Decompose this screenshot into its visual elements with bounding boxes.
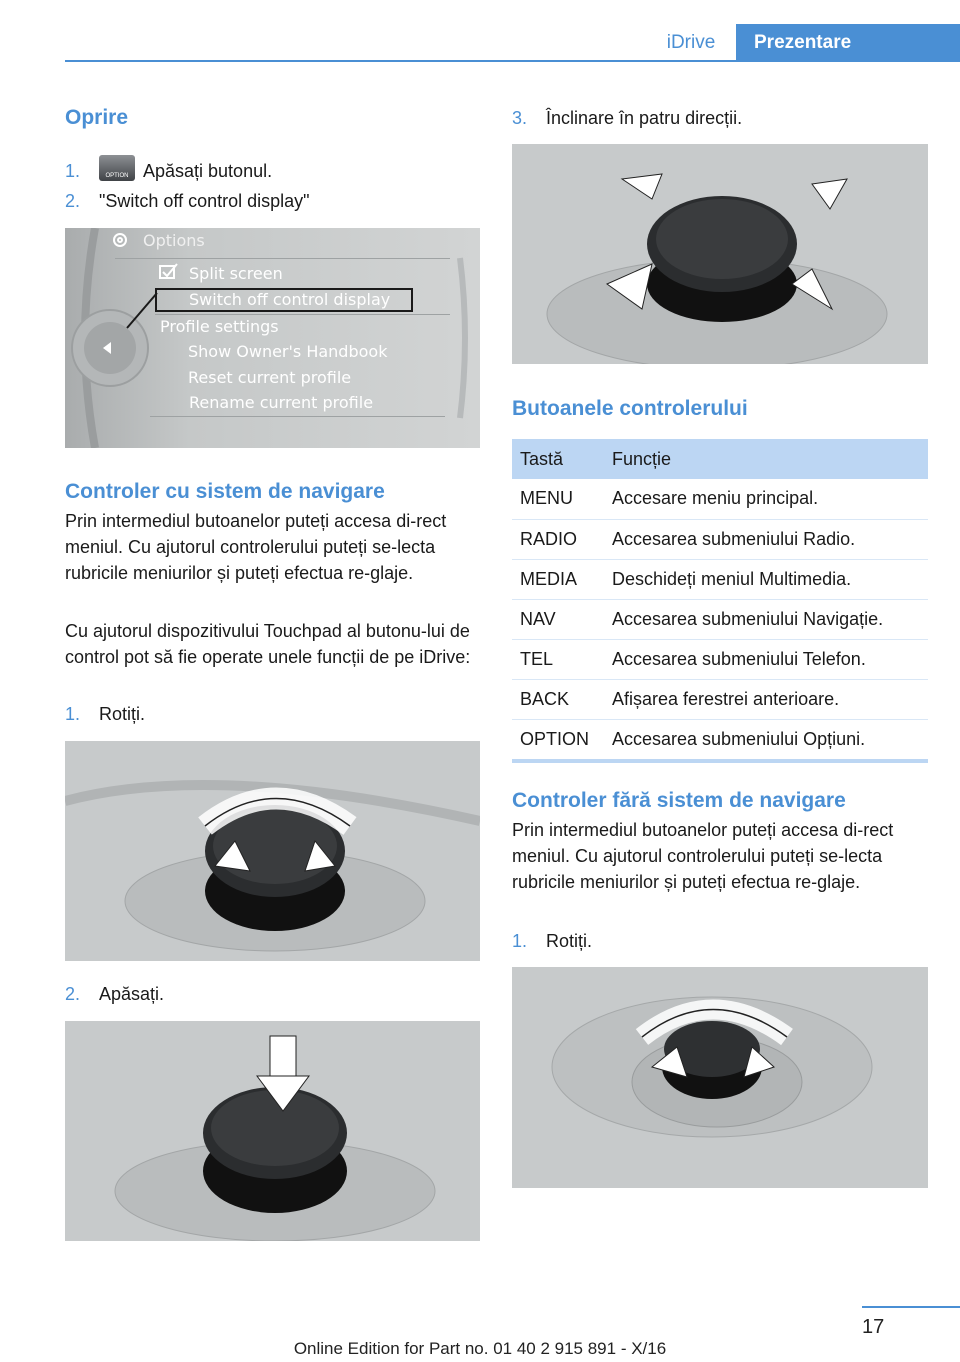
option-button-icon — [99, 155, 135, 181]
paragraph-controller-no-nav: Prin intermediul butoanelor puteți accesa di-rect meniul. Cu ajutorul controlerului puteți se-lecta rubricile meniurilor și puteți efectua re-glaje. — [512, 820, 894, 892]
table-cell-key: MENU — [512, 479, 604, 519]
table-row — [512, 679, 928, 719]
table-header-row — [512, 439, 928, 479]
table-cell-function: Accesare meniu principal. — [604, 479, 928, 519]
step-number: 3. — [512, 108, 528, 128]
table-cell-key: TEL — [512, 639, 604, 679]
table-cell-function: Accesarea submeniului Telefon. — [604, 639, 928, 679]
step-number: 1. — [65, 704, 81, 724]
menu-item-switch-off-display: Switch off control display — [189, 290, 391, 309]
footer-rule — [862, 1306, 960, 1308]
screen-decoration — [65, 228, 480, 448]
header-chapter-tab: Prezentare — [736, 24, 960, 62]
table-cell-function: Accesarea submeniului Navigație. — [604, 599, 928, 639]
table-header-function: Funcție — [604, 439, 928, 479]
gear-icon — [114, 234, 126, 246]
menu-item-split-screen: Split screen — [189, 264, 283, 283]
menu-item-reset-profile: Reset current profile — [188, 368, 352, 387]
table-cell-key: MEDIA — [512, 559, 604, 599]
rotate-no-nav-illustration — [512, 967, 928, 1188]
table-row — [512, 719, 928, 759]
table-cell-function: Accesarea submeniului Radio. — [604, 519, 928, 559]
table-cell-function: Afișarea ferestrei anterioare. — [604, 679, 928, 719]
table-bottom-rule — [512, 759, 928, 763]
table-row — [512, 479, 928, 519]
table-cell-function: Accesarea submeniului Opțiuni. — [604, 719, 928, 759]
press-illustration — [65, 1021, 480, 1241]
step-number: 1. — [65, 161, 81, 181]
rotate-illustration — [65, 741, 480, 961]
table-row — [512, 639, 928, 679]
header-section-label: iDrive — [666, 32, 716, 53]
heading-controller-nav: Controler cu sistem de navigare — [65, 480, 385, 503]
heading-controller-buttons: Butoanele controlerului — [512, 397, 748, 420]
checkbox-icon — [160, 264, 177, 278]
tilt-controller-figure — [512, 144, 928, 364]
table-cell-key: OPTION — [512, 719, 604, 759]
rotate-controller-no-nav-figure — [512, 967, 928, 1188]
step-number: 1. — [512, 931, 528, 951]
step-rotate — [65, 702, 145, 726]
step-text: Apăsați butonul. — [143, 161, 273, 181]
page-number: 17 — [862, 1316, 885, 1338]
table-header-key: Tastă — [512, 439, 604, 479]
step-text: Rotiți. — [99, 704, 146, 724]
table-cell-key: RADIO — [512, 519, 604, 559]
step-number: 2. — [65, 191, 81, 211]
menu-item-rename-profile: Rename current profile — [189, 393, 374, 412]
step-text: Înclinare în patru direcții. — [546, 108, 743, 128]
header-rule — [65, 60, 960, 62]
table-cell-key: NAV — [512, 599, 604, 639]
paragraph-touchpad: Cu ajutorul dispozitivului Touchpad al butonu-lui de control pot să fie operate unele funcții de pe iDrive: — [65, 621, 471, 667]
menu-item-owners-handbook: Show Owner's Handbook — [188, 342, 388, 361]
options-screen-figure — [65, 228, 480, 448]
step-2 — [65, 189, 310, 213]
step-text: "Switch off control display" — [99, 191, 310, 211]
footer-edition: Online Edition for Part no. 01 40 2 915 891 - X/16 — [293, 1339, 667, 1358]
step-text: Apăsați. — [99, 984, 165, 1004]
tilt-illustration — [512, 144, 928, 364]
heading-controller-no-nav: Controler fără sistem de navigare — [512, 789, 846, 812]
step-tilt — [512, 106, 742, 130]
heading-oprire: Oprire — [65, 106, 129, 129]
table-cell-function: Deschideți meniul Multimedia. — [604, 559, 928, 599]
step-text: Rotiți. — [546, 931, 593, 951]
table-row — [512, 519, 928, 559]
table-row — [512, 599, 928, 639]
table-cell-key: BACK — [512, 679, 604, 719]
controller-buttons-table — [512, 439, 928, 760]
rotate-controller-figure — [65, 741, 480, 961]
table-row — [512, 559, 928, 599]
screen-title: Options — [143, 231, 205, 250]
menu-item-profile-settings: Profile settings — [160, 317, 279, 336]
paragraph-controller-nav: Prin intermediul butoanelor puteți accesa di-rect meniul. Cu ajutorul controlerului puteți se-lecta rubricile meniurilor și puteți efectua re-glaje. — [65, 511, 447, 583]
step-1 — [65, 155, 272, 183]
step-press — [65, 982, 164, 1006]
press-controller-figure — [65, 1021, 480, 1241]
step-number: 2. — [65, 984, 81, 1004]
step-rotate-no-nav — [512, 929, 592, 953]
